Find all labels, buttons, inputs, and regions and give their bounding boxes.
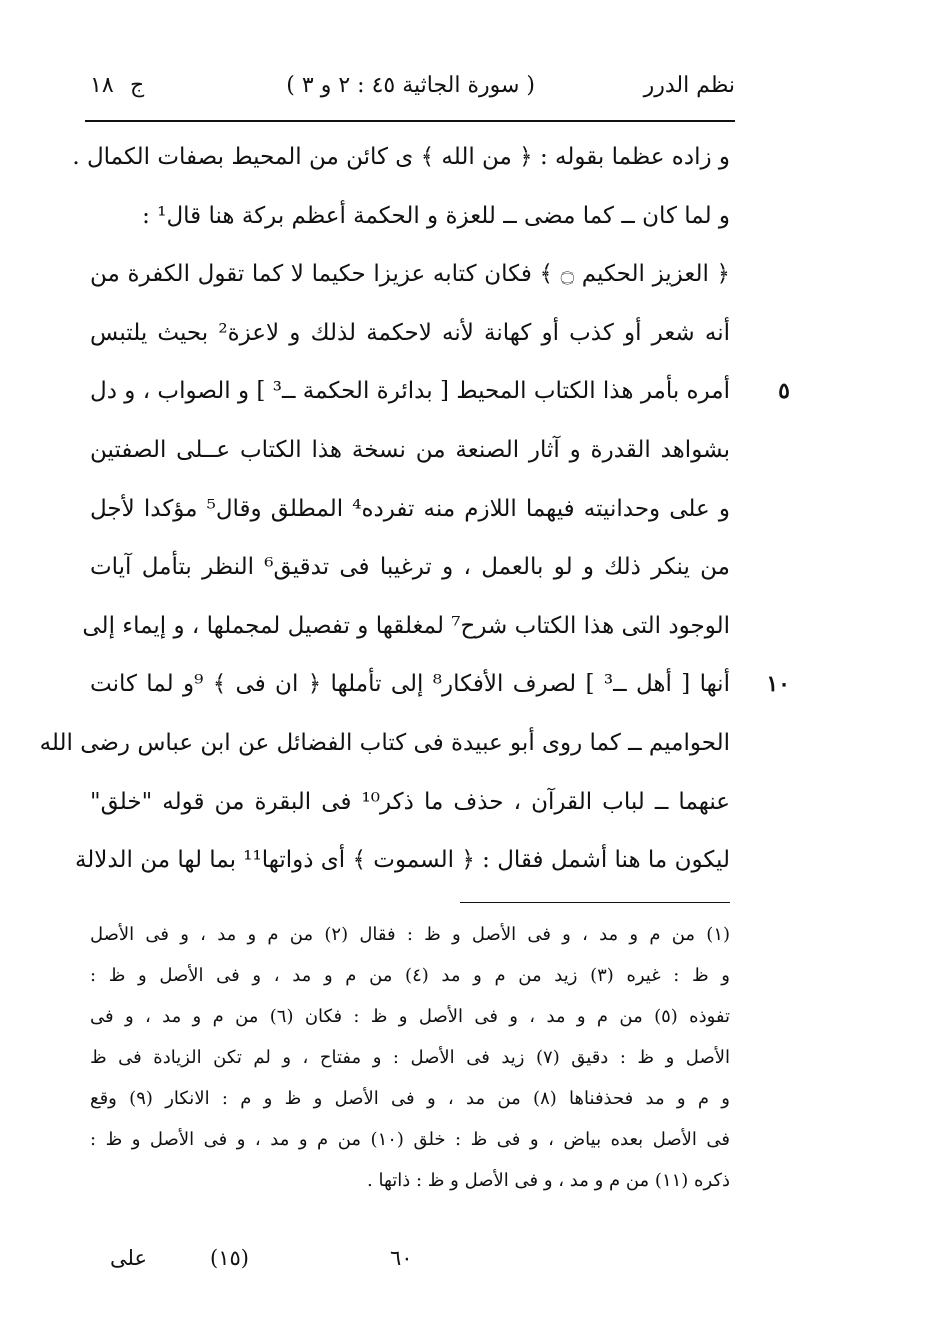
text-line — [90, 777, 730, 836]
page-number: ٦٠ — [390, 1246, 413, 1270]
text-line — [72, 132, 730, 191]
line-text: الحواميم ــ كما روى أبو عبيدة فى كتاب الفضائل عن ابن عباس رضى الله — [39, 729, 730, 756]
text-line — [39, 718, 730, 777]
text-line — [90, 425, 730, 484]
text-line — [90, 308, 730, 367]
footnote-line: (١) من م و مد ، و فى الأصل و ظ : فقال (٢) من م و مد ، و فى الأصل — [90, 924, 731, 945]
line-text: عنهما ــ لباب القرآن ، حذف ما ذكر¹⁰ فى البقرة من قوله "خلق" — [90, 788, 731, 815]
line-text: ليكون ما هنا أشمل فقال : ﴿ السموت ﴾ أى ذواتها¹¹ بما لها من الدلالة — [74, 847, 730, 874]
text-line — [90, 542, 730, 601]
main-text — [39, 132, 790, 894]
text-line — [90, 484, 730, 543]
line-text: و لما كان ــ كما مضى ــ للعزة و الحكمة أعظم بركة هنا قال¹ : — [142, 202, 730, 229]
text-line — [74, 835, 730, 894]
text-line — [90, 366, 790, 425]
text-line — [82, 601, 730, 660]
volume-number: ١٨ — [90, 73, 114, 98]
line-number: ١٠ — [766, 671, 790, 698]
line-text: و زاده عظما بقوله : ﴿ من الله ﴾ ى كائن من المحيط بصفات الكمال . — [72, 144, 730, 170]
text-line — [90, 659, 790, 718]
page-footer — [100, 1238, 640, 1278]
line-text: أنها [ أهل ــ³ ] لصرف الأفكار⁸ إلى تأملها ﴿ ان فى ﴾ ⁹و لما كانت — [90, 671, 730, 698]
footnote-line: تفوذه (٥) من م و مد ، و فى الأصل و ظ : فكان (٦) من م و مد ، و فى — [90, 1006, 731, 1027]
footnotes — [90, 914, 730, 1201]
signature-mark: (١٥) — [210, 1246, 249, 1270]
line-text: أمره بأمر هذا الكتاب المحيط [ بدائرة الحكمة ــ³ ] و الصواب ، و دل — [90, 378, 730, 405]
line-text: من ينكر ذلك و لو بالعمل ، و ترغيبا فى تدقيق⁶ النظر بتأمل آيات — [90, 554, 731, 581]
text-line — [90, 191, 730, 250]
footnote-line: و م و مد فحذفناها (٨) من مد ، و فى الأصل و ظ و م : الانكار (٩) وقع — [90, 1088, 730, 1109]
line-text: بشواهد القدرة و آثار الصنعة من نسخة هذا الكتاب عــلى الصفتين — [90, 436, 730, 463]
line-text: أنه شعر أو كذب أو كهانة لأنه لاحكمة لذلك و لاعزة² بحيث يلتبس — [90, 319, 730, 346]
line-number: ٥ — [778, 378, 790, 405]
header-rule — [85, 120, 735, 122]
line-text: ﴿ العزيز الحكيم ۝ ﴾ فكان كتابه عزيزا حكيما لا كما تقول الكفرة من — [90, 261, 730, 288]
footnote-line: ذكره (١١) من م و مد ، و فى الأصل و ظ : ذاتها . — [367, 1170, 730, 1191]
footnote-line: الأصل و ظ : دقيق (٧) زيد فى الأصل : و مفتاح ، و لم تكن الزيادة فى ظ — [90, 1047, 730, 1068]
book-title: نظم الدرر — [643, 73, 735, 98]
line-text: و على وحدانيته فيهما اللازم منه تفرده⁴ المطلق وقال⁵ مؤكدا لأجل — [90, 495, 730, 522]
surah-reference: ( سورة الجاثية ٤٥ : ٢ و ٣ ) — [286, 73, 535, 98]
footnote-rule — [460, 902, 730, 903]
line-text: الوجود التى هذا الكتاب شرح⁷ لمغلقها و تفصيل لمجملها ، و إيماء إلى — [82, 612, 730, 639]
footnote-line: فى الأصل بعده بياض ، و فى ظ : خلق (١٠) من م و مد ، و فى الأصل و ظ : — [90, 1129, 730, 1150]
volume-label: ج — [130, 73, 145, 98]
text-line — [90, 249, 730, 308]
running-header — [90, 68, 735, 104]
catchword: على — [110, 1246, 147, 1270]
footnote-line: و ظ : غيره (٣) زيد من م و مد (٤) من م و مد ، و فى الأصل و ظ : — [90, 965, 730, 986]
